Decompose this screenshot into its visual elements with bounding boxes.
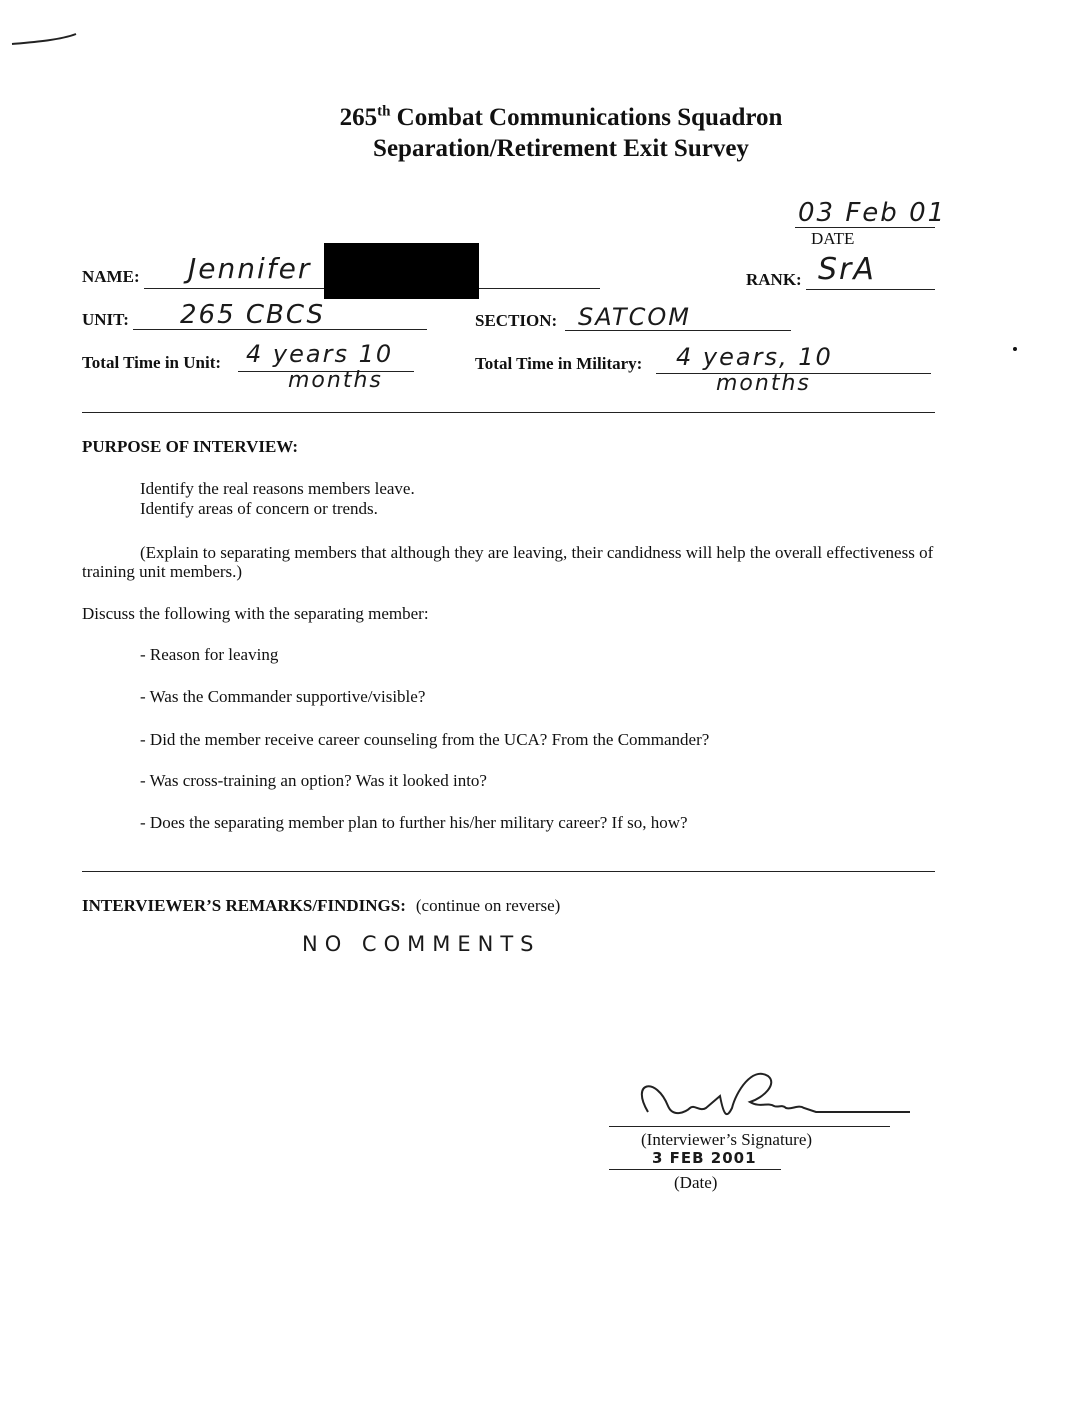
remarks-heading-row <box>82 896 560 916</box>
title-rest: Combat Communications Squadron <box>390 104 783 131</box>
section-label: SECTION: <box>475 311 558 330</box>
remarks-note: (continue on reverse) <box>415 896 561 915</box>
signature-date-label: (Date) <box>674 1173 718 1192</box>
explain-text-1: (Explain to separating members that although they are leaving, their candidness will help the overall effectiveness of <box>140 543 934 562</box>
question-1: - Reason for leaving <box>140 645 279 664</box>
title-number: 265 <box>339 104 378 131</box>
title-suffix: th <box>377 103 391 120</box>
question-2: - Was the Commander supportive/visible? <box>140 687 426 706</box>
rank-value: SrA <box>818 252 876 287</box>
interviewer-signature <box>628 1062 913 1132</box>
time-in-unit-label: Total Time in Unit: <box>82 353 222 372</box>
unit-label: UNIT: <box>82 310 129 329</box>
unit-value: 265 CBCS <box>180 300 326 330</box>
date-line <box>795 227 935 228</box>
signature-date-line <box>609 1169 781 1170</box>
remarks-value: NO COMMENTS <box>302 932 541 956</box>
discuss-text: Discuss the following with the separating member: <box>82 604 429 623</box>
redaction-box <box>324 243 479 299</box>
question-3: - Did the member receive career counseling from the UCA? From the Commander? <box>140 730 710 749</box>
question-4: - Was cross-training an option? Was it looked into? <box>140 771 487 790</box>
explain-text-2: training unit members.) <box>82 562 243 581</box>
remarks-heading: INTERVIEWER’S REMARKS/FINDINGS: <box>82 896 406 915</box>
scan-mark <box>10 30 80 50</box>
page-subtitle: Separation/Retirement Exit Survey <box>373 135 749 162</box>
name-value: Jennifer <box>188 252 312 285</box>
scan-dot <box>1013 347 1017 351</box>
signature-line <box>609 1126 890 1127</box>
purpose-heading: PURPOSE OF INTERVIEW: <box>82 437 299 456</box>
date-value: 03 Feb 01 <box>798 198 947 228</box>
rank-line <box>806 289 935 290</box>
separator-line-bottom <box>82 871 935 872</box>
rank-label: RANK: <box>746 270 802 289</box>
time-in-military-value-2: months <box>716 371 811 396</box>
separator-line-top <box>82 412 935 413</box>
signature-date-value: 3 FEB 2001 <box>652 1149 757 1167</box>
time-in-military-label: Total Time in Military: <box>475 354 643 373</box>
purpose-item-2: Identify areas of concern or trends. <box>140 499 378 518</box>
purpose-item-1: Identify the real reasons members leave. <box>140 479 415 498</box>
name-label: NAME: <box>82 267 140 286</box>
time-in-unit-value-2: months <box>288 368 383 393</box>
section-value: SATCOM <box>578 303 691 331</box>
signature-label: (Interviewer’s Signature) <box>641 1130 813 1149</box>
time-in-unit-value-1: 4 years 10 <box>246 340 394 368</box>
page-title <box>0 104 1088 132</box>
date-label: DATE <box>811 229 855 248</box>
question-5: - Does the separating member plan to further his/her military career? If so, how? <box>140 813 688 832</box>
time-in-military-value-1: 4 years, 10 <box>676 343 833 371</box>
